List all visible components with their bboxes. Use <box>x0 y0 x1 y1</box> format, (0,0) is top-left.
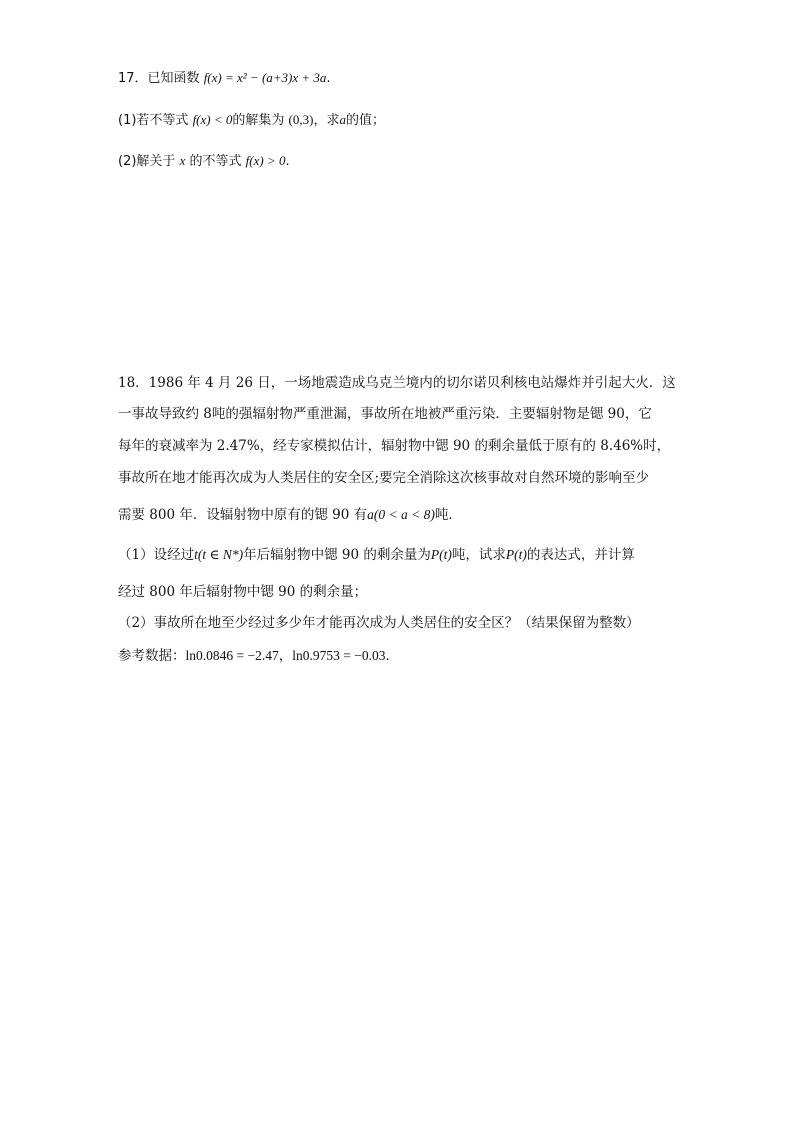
q18-line5-prefix: 需要 800 年．设辐射物中原有的锶 90 有 <box>118 507 368 523</box>
q18-part1-mid: 年后辐射物中锶 90 的剩余量为 <box>243 547 431 563</box>
q18-part2: （2）事故所在地至少经过多少年才能再次成为人类居住的安全区？（结果保留为整数） <box>118 615 640 631</box>
q18-ref2: ln0.9753 = −0.03 <box>292 648 386 663</box>
q18-part1 <box>118 545 698 565</box>
q17-part1-interval: (0,3) <box>288 112 314 127</box>
q18-part1-suffix: 的表达式，并计算 <box>526 547 635 563</box>
q17-function-expr: f(x) = x² − (a+3)x + 3a <box>203 70 327 85</box>
q17-part2 <box>118 151 698 172</box>
q18-part1-math2: P(t) <box>430 547 452 562</box>
q17-part2-suffix: . <box>285 154 290 169</box>
q18-part1-math3: P(t) <box>505 547 527 562</box>
q18-line5-suffix: 吨． <box>434 507 462 523</box>
q17-part1-suffix: 的值； <box>345 113 385 128</box>
q18-ref-sep: ， <box>278 648 293 664</box>
q17-part1 <box>118 110 698 131</box>
q17-part2-var: x <box>179 153 186 168</box>
q18-line5 <box>118 505 698 525</box>
q17-part2-mid: 的不等式 <box>189 154 242 169</box>
q18-line2: 一事故导致约 8吨的强辐射物严重泄漏，事故所在地被严重污染．主要辐射物是锶 90，它 <box>118 406 652 422</box>
q17-part2-prefix: (2)解关于 <box>118 154 176 169</box>
q17-part1-var: a <box>339 112 346 127</box>
q18-part1-mid2: 吨，试求 <box>451 547 506 563</box>
q18-ref-end: ． <box>385 648 399 664</box>
q18-line3: 每年的衰减率为 2.47%，经专家模拟估计，辐射物中锶 90 的剩余量低于原有的 8.46%时， <box>118 438 671 454</box>
q17-stem-suffix: . <box>326 71 331 86</box>
q18-part1-line2: 经过 800 年后辐射物中锶 90 的剩余量； <box>118 584 368 600</box>
q18-line5-math: a(0 < a < 8) <box>367 507 435 522</box>
q18-reference-data <box>118 646 698 666</box>
q18-part1-prefix: （1）设经过 <box>118 547 195 563</box>
q17-part1-mid2: ，求 <box>313 113 340 128</box>
q18-ref-label: 参考数据： <box>118 648 186 664</box>
q17-stem <box>118 68 698 89</box>
q18-line4: 事故所在地才能再次成为人类居住的安全区;要完全消除这次核事故对自然环境的影响至少 <box>118 470 650 486</box>
q18-line1: 18．1986 年 4 月 26 日，一场地震造成乌克兰境内的切尔诺贝利核电站爆炸并引起大火．这 <box>118 375 676 391</box>
q17-part1-inequality: f(x) < 0 <box>192 112 233 127</box>
q17-part1-mid: 的解集为 <box>232 113 285 128</box>
q18-ref1: ln0.0846 = −2.47 <box>185 648 279 663</box>
q17-part1-prefix: (1)若不等式 <box>118 113 189 128</box>
q17-stem-prefix: 17．已知函数 <box>118 71 200 86</box>
q18-part1-math: t(t ∈ N*) <box>194 547 244 562</box>
q17-part2-inequality: f(x) > 0 <box>245 153 286 168</box>
